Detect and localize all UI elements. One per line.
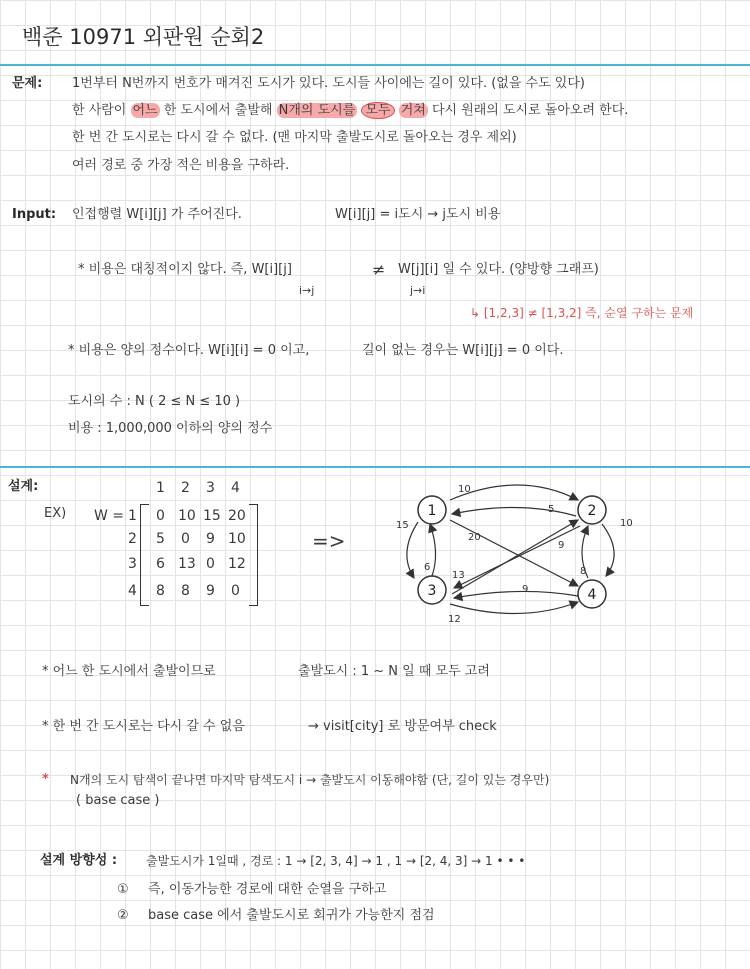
edge-3-1 [430,524,436,576]
design-bullet-3: N개의 도시 탐색이 끝나면 마지막 탐색도시 i → 출발도시 이동해야함 (단, 길이 있는 경우만) [70,773,550,787]
node-label: 4 [587,587,597,603]
matrix-label: W = [94,508,125,524]
matrix-cell: 0 [156,508,165,524]
direction-item-2: base case 에서 출발도시로 회귀가 가능한지 점검 [148,908,435,923]
text-fragment: 다시 원래의 도시로 돌아오려 한다. [427,103,629,118]
problem-label: 문제: [12,76,43,91]
node-label: 3 [427,583,437,599]
matrix-cell: 0 [231,583,240,599]
example-label: EX) [44,506,67,521]
row-label: 2 [128,531,137,547]
input-line-2a: * 비용은 대칭적이지 않다. 즉, W[i][j] [78,262,292,277]
edge-4-3 [454,591,578,598]
edge-2-1 [452,507,576,516]
input-line-1b: W[i][j] = i도시 → j도시 비용 [335,207,501,222]
edge-weight: 15 [396,520,409,531]
edge-weight: 9 [558,540,565,551]
edge-weight: 8 [580,566,587,577]
matrix-cell: 5 [156,531,165,547]
input-line-2b: W[j][i] 일 수 있다. (양방향 그래프) [398,262,599,277]
design-bullet-2b: → visit[city] 로 방문여부 check [308,719,497,734]
problem-line-4: 여러 경로 중 가장 적은 비용을 구하라. [72,158,290,173]
matrix-bracket-left [140,504,149,606]
direction-item-1: 즉, 이동가능한 경로에 대한 순열을 구하고 [148,882,387,897]
problem-line-1: 1번부터 N번까지 번호가 매겨진 도시가 있다. 도시들 사이에는 길이 있다. (없을 수도 있다) [72,76,585,91]
divider-top [0,64,750,66]
col-header: 3 [206,480,215,496]
edge-3-4 [450,602,578,614]
problem-line-3: 한 번 간 도시로는 다시 갈 수 없다. (맨 마지막 출발도시로 돌아오는 경우 제외) [72,130,517,145]
highlight-any: 어느 [132,103,158,118]
input-line-3a: * 비용은 양의 정수이다. W[i][i] = 0 이고, [68,343,310,358]
matrix-cell: 10 [178,508,196,524]
direction-label: 설계 방향성 : [40,853,118,868]
col-header: 1 [156,480,165,496]
edge-2-4 [602,524,614,576]
node-label: 1 [427,503,437,519]
edge-1-4 [450,520,578,586]
edge-weight: 10 [458,484,471,495]
design-bullet-3-sub: ( base case ) [76,793,160,808]
problem-line-2 [72,103,628,119]
page-title: 백준 10971 외판원 순회2 [22,25,265,49]
highlight-n-cities: N개의 도시를 [278,103,356,118]
matrix-cell: 8 [181,583,190,599]
edge-weight: 12 [448,614,461,625]
design-label: 설계: [8,479,39,494]
edge-weight: 9 [522,584,529,595]
highlight-via: 거쳐 [400,103,426,118]
edge-weight: 6 [424,562,431,573]
direction-line-1: 출발도시가 1일때 , 경로 : 1 → [2, 3, 4] → 1 , 1 → [2, 4, 3] → 1 • • • [146,854,526,868]
matrix-cell: 20 [228,508,246,524]
edge-weight: 10 [620,518,633,529]
matrix-cell: 15 [203,508,221,524]
sub-label-ij: i→j [299,284,315,297]
divider-middle [0,466,750,468]
design-bullet-1b: 출발도시 : 1 ~ N 일 때 모두 고려 [298,664,490,679]
city-graph [380,478,660,628]
matrix-cell: 8 [156,583,165,599]
implies-arrow: => [312,529,346,553]
direction-item-2-num: ② [117,908,129,923]
row-label: 3 [128,556,137,572]
row-label: 1 [128,508,137,524]
design-bullet-2a: * 한 번 간 도시로는 다시 갈 수 없음 [42,719,245,734]
edge-weight: 20 [468,532,481,543]
matrix-bracket-right [249,504,258,606]
input-line-5: 비용 : 1,000,000 이하의 양의 정수 [68,421,273,436]
input-line-3b: 길이 없는 경우는 W[i][j] = 0 이다. [362,343,564,358]
matrix-cell: 0 [206,556,215,572]
edge-weight: 5 [548,504,555,515]
edge-weight: 13 [452,570,465,581]
input-line-4: 도시의 수 : N ( 2 ≤ N ≤ 10 ) [68,394,241,409]
matrix-cell: 6 [156,556,165,572]
input-line-1a: 인접행렬 W[i][j] 가 주어진다. [72,207,242,222]
col-header: 4 [231,480,240,496]
col-header: 2 [181,480,190,496]
sub-label-ji: j→i [410,284,426,297]
design-bullet-1a: * 어느 한 도시에서 출발이므로 [42,664,216,679]
permutation-note: ↳ [1,2,3] ≠ [1,3,2] 즉, 순열 구하는 문제 [470,306,694,320]
text-fragment: 한 사람이 [72,103,131,118]
direction-item-1-num: ① [117,882,129,897]
input-label: Input: [12,207,57,222]
matrix-cell: 13 [178,556,196,572]
not-equal-sign: ≠ [372,260,386,279]
matrix-cell: 0 [181,531,190,547]
matrix-cell: 9 [206,531,215,547]
row-label: 4 [128,583,137,599]
matrix-cell: 12 [228,556,246,572]
matrix-cell: 10 [228,531,246,547]
node-label: 2 [587,503,597,519]
highlight-all: 모두 [361,102,394,119]
matrix-cell: 9 [206,583,215,599]
text-fragment: 한 도시에서 출발해 [159,103,277,118]
red-star-icon: * [42,772,49,787]
